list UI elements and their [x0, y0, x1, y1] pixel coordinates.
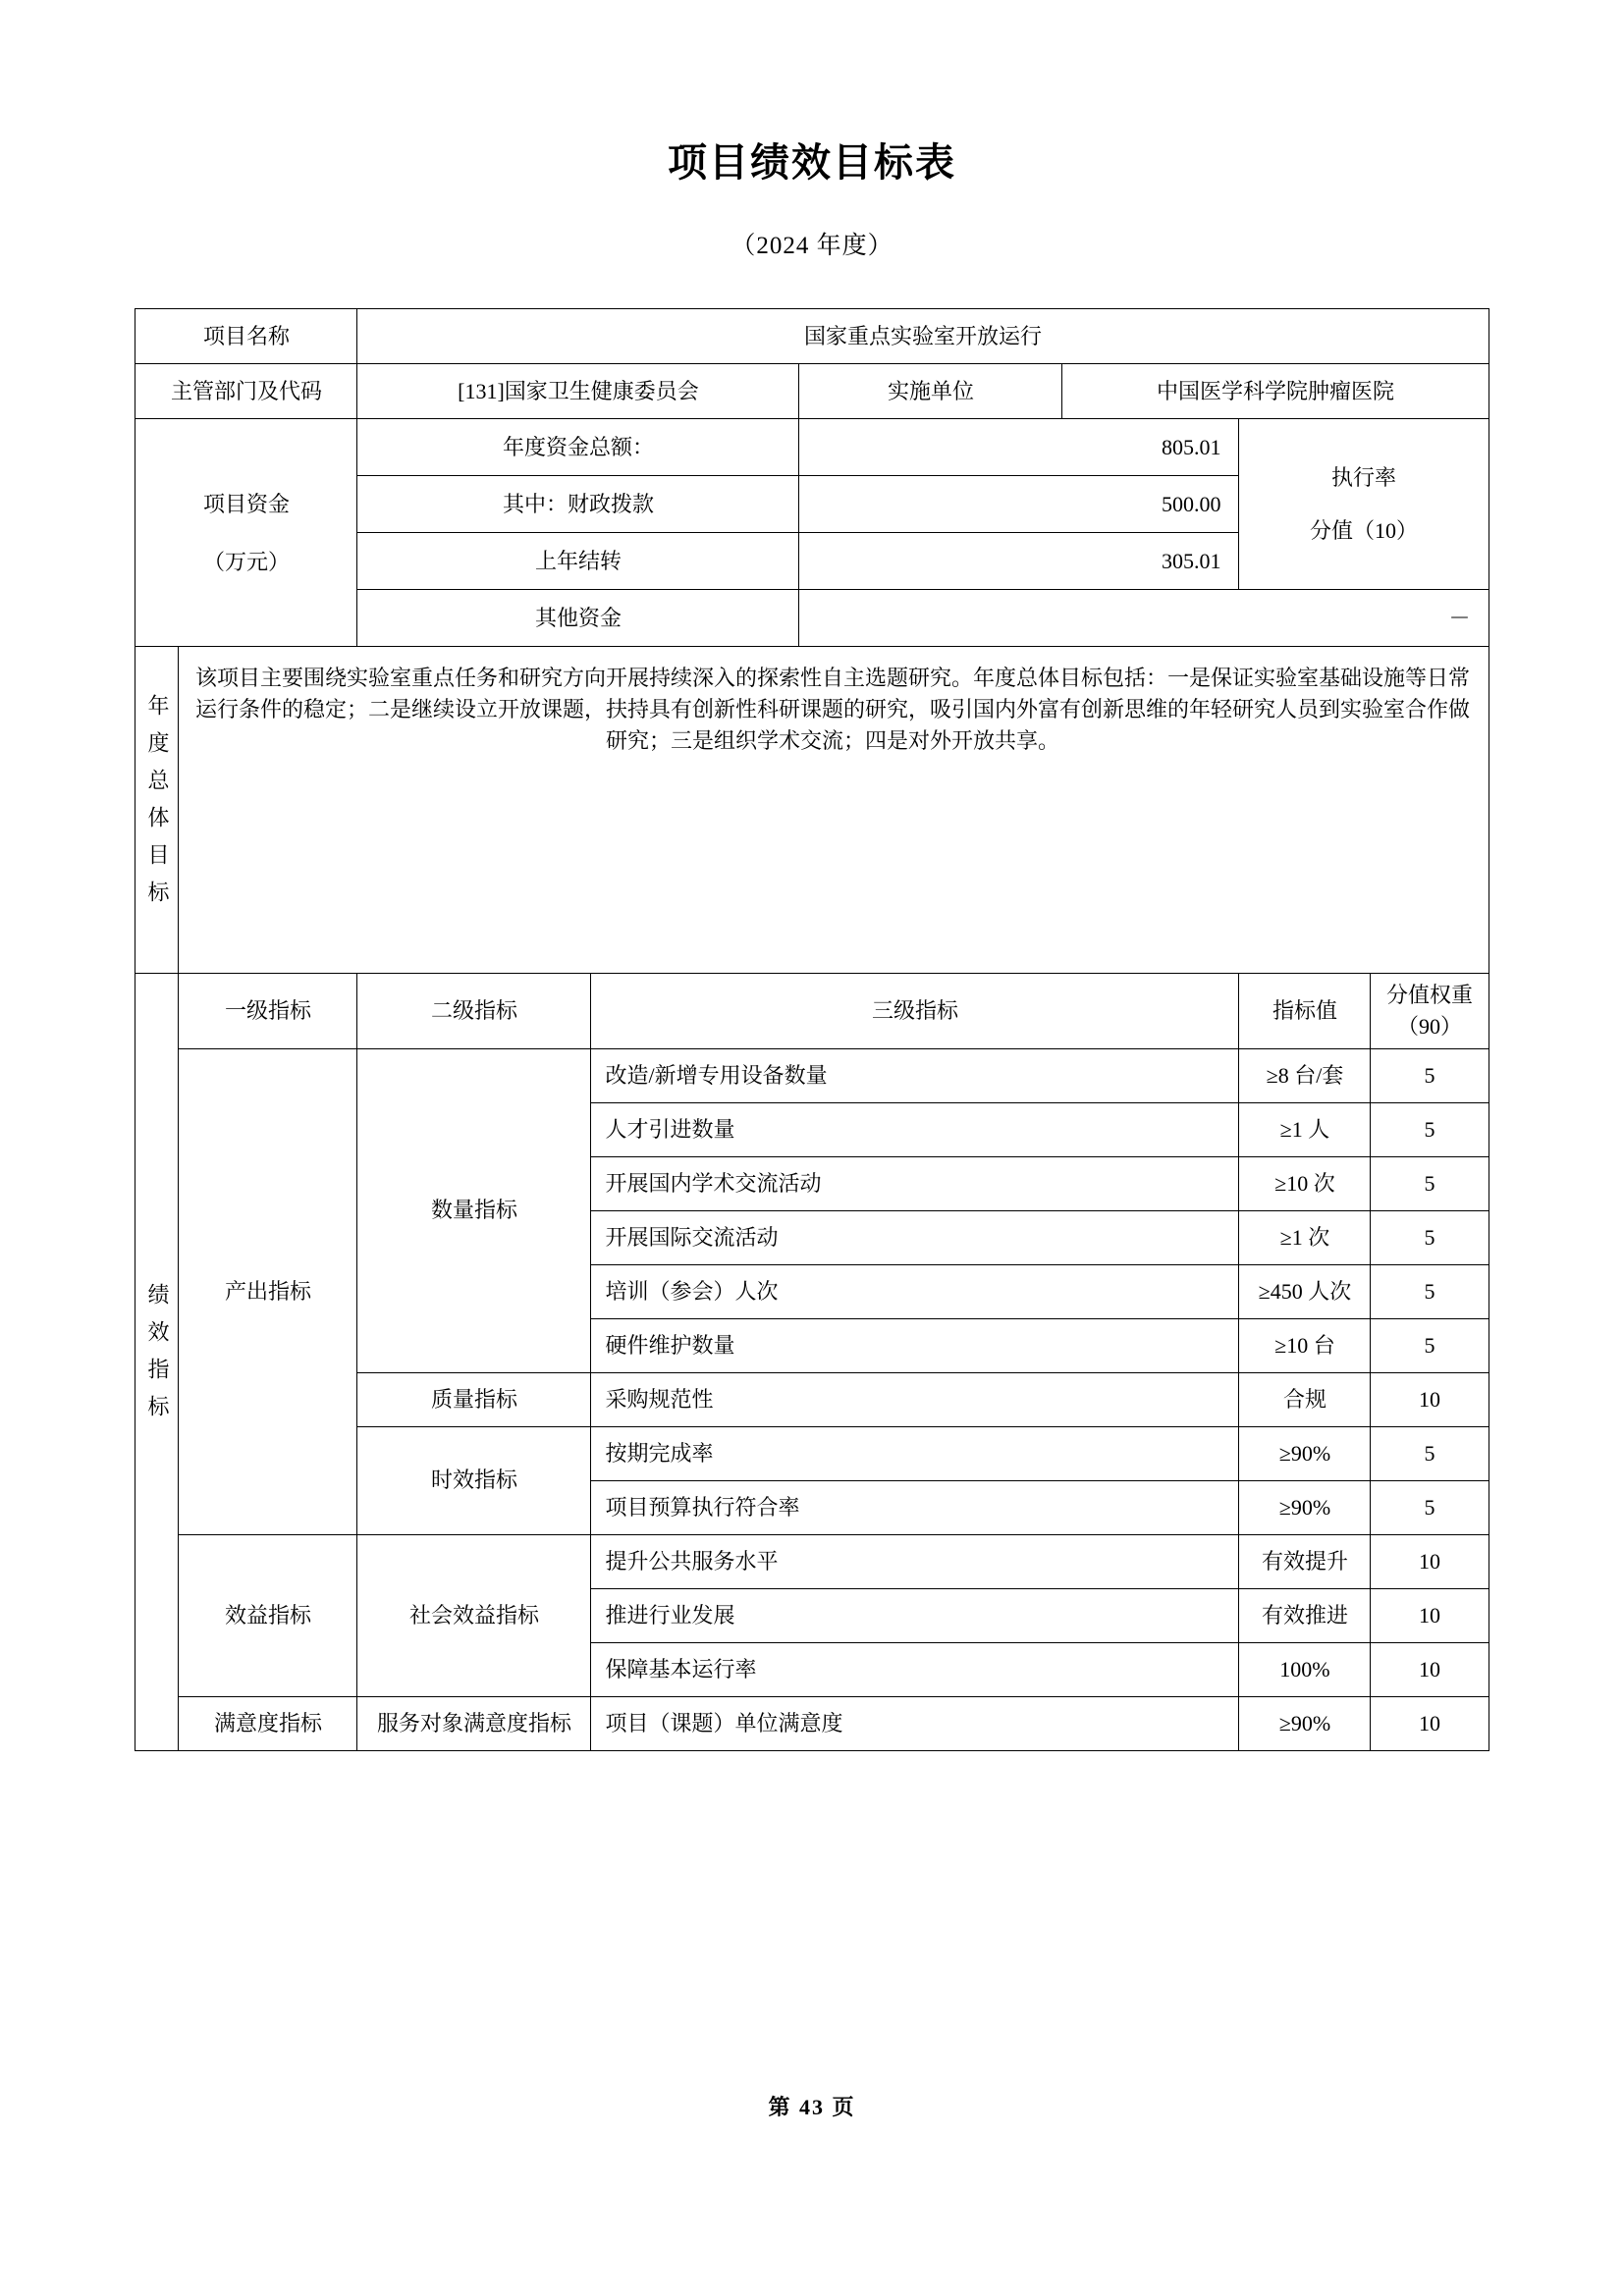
indicator-level3: 提升公共服务水平 — [591, 1534, 1239, 1588]
indicator-level3: 开展国内学术交流活动 — [591, 1156, 1239, 1210]
indicator-level1: 满意度指标 — [179, 1696, 357, 1750]
indicator-weight: 5 — [1371, 1426, 1489, 1480]
indicator-level3: 推进行业发展 — [591, 1588, 1239, 1642]
indicator-weight: 5 — [1371, 1210, 1489, 1264]
funding-row-value: 500.00 — [799, 476, 1239, 533]
performance-goal-table — [135, 308, 1489, 1751]
indicator-level2: 时效指标 — [357, 1426, 591, 1534]
indicator-weight: 5 — [1371, 1102, 1489, 1156]
column-header-weight-line2: （90） — [1397, 1013, 1463, 1039]
indicator-level1: 效益指标 — [179, 1534, 357, 1696]
indicator-level3: 项目预算执行符合率 — [591, 1480, 1239, 1534]
table-row-annual-goal — [135, 647, 1489, 974]
indicator-level3: 按期完成率 — [591, 1426, 1239, 1480]
column-header-value: 指标值 — [1239, 974, 1371, 1049]
indicator-level2: 社会效益指标 — [357, 1534, 591, 1696]
indicator-level3: 改造/新增专用设备数量 — [591, 1048, 1239, 1102]
indicator-value: ≥10 次 — [1239, 1156, 1371, 1210]
funding-row-value: 305.01 — [799, 533, 1239, 590]
funding-row-value: 805.01 — [799, 419, 1239, 476]
indicator-value: 100% — [1239, 1642, 1371, 1696]
indicator-weight: 5 — [1371, 1048, 1489, 1102]
funding-label — [135, 419, 357, 647]
indicator-weight: 10 — [1371, 1642, 1489, 1696]
indicator-weight: 5 — [1371, 1156, 1489, 1210]
indicator-weight: 5 — [1371, 1318, 1489, 1372]
table-row-department — [135, 364, 1489, 419]
funding-row-name: 其中：财政拨款 — [357, 476, 799, 533]
indicator-level3: 硬件维护数量 — [591, 1318, 1239, 1372]
page-title: 项目绩效目标表 — [668, 140, 956, 185]
column-header-weight — [1371, 974, 1489, 1049]
department-value: [131]国家卫生健康委员会 — [357, 364, 799, 419]
funding-label-line2: （万元） — [202, 549, 290, 574]
indicator-level3: 采购规范性 — [591, 1372, 1239, 1426]
indicator-weight: 10 — [1371, 1372, 1489, 1426]
indicator-value: 有效推进 — [1239, 1588, 1371, 1642]
indicator-level3: 开展国际交流活动 — [591, 1210, 1239, 1264]
table-row-indicator-header — [135, 974, 1489, 1049]
indicator-level3: 保障基本运行率 — [591, 1642, 1239, 1696]
column-header-weight-line1: 分值权重 — [1386, 983, 1474, 1007]
indicator-value: 合规 — [1239, 1372, 1371, 1426]
indicator-level3: 项目（课题）单位满意度 — [591, 1696, 1239, 1750]
funding-row-name: 其他资金 — [357, 590, 799, 647]
indicator-level3: 人才引进数量 — [591, 1102, 1239, 1156]
funding-row-name: 上年结转 — [357, 533, 799, 590]
execution-rate-line1: 执行率 — [1331, 464, 1397, 490]
project-name-value: 国家重点实验室开放运行 — [357, 309, 1489, 364]
table-row-project-name — [135, 309, 1489, 364]
annual-goal-vertical-label: 年度总体目标 — [135, 647, 179, 974]
column-header-level3: 三级指标 — [591, 974, 1239, 1049]
indicator-weight: 10 — [1371, 1534, 1489, 1588]
funding-row-name: 年度资金总额： — [357, 419, 799, 476]
indicator-weight: 10 — [1371, 1588, 1489, 1642]
column-header-level2: 二级指标 — [357, 974, 591, 1049]
indicators-vertical-label: 绩效指标 — [135, 974, 179, 1751]
funding-row-value: － — [799, 590, 1489, 647]
indicator-level3: 培训（参会）人次 — [591, 1264, 1239, 1318]
funding-label-line1: 项目资金 — [202, 491, 290, 516]
indicator-value: ≥1 次 — [1239, 1210, 1371, 1264]
indicator-value: ≥450 人次 — [1239, 1264, 1371, 1318]
column-header-level1: 一级指标 — [179, 974, 357, 1049]
execution-rate-label — [1239, 419, 1489, 590]
page-subtitle: （2024 年度） — [731, 233, 893, 259]
table-row — [135, 1534, 1489, 1588]
indicator-level1: 产出指标 — [179, 1048, 357, 1534]
page-footer: 第 43 页 — [768, 2095, 856, 2119]
table-row — [135, 1048, 1489, 1102]
unit-value: 中国医学科学院肿瘤医院 — [1062, 364, 1489, 419]
table-row-funding-total — [135, 419, 1489, 476]
indicator-value: ≥8 台/套 — [1239, 1048, 1371, 1102]
execution-rate-line2: 分值（10） — [1310, 517, 1419, 543]
indicator-level2: 数量指标 — [357, 1048, 591, 1372]
indicator-value: ≥90% — [1239, 1480, 1371, 1534]
indicator-level2: 质量指标 — [357, 1372, 591, 1426]
indicator-level2: 服务对象满意度指标 — [357, 1696, 591, 1750]
table-row — [135, 1696, 1489, 1750]
indicator-weight: 5 — [1371, 1264, 1489, 1318]
indicator-value: ≥90% — [1239, 1426, 1371, 1480]
project-name-label: 项目名称 — [135, 309, 357, 364]
indicator-value: ≥1 人 — [1239, 1102, 1371, 1156]
unit-label: 实施单位 — [799, 364, 1062, 419]
indicator-value: 有效提升 — [1239, 1534, 1371, 1588]
indicator-weight: 10 — [1371, 1696, 1489, 1750]
indicator-value: ≥90% — [1239, 1696, 1371, 1750]
indicator-weight: 5 — [1371, 1480, 1489, 1534]
indicator-value: ≥10 台 — [1239, 1318, 1371, 1372]
department-label: 主管部门及代码 — [135, 364, 357, 419]
annual-goal-text: 该项目主要围绕实验室重点任务和研究方向开展持续深入的探索性自主选题研究。年度总体目标包括：一是保证实验室基础设施等日常运行条件的稳定；二是继续设立开放课题，扶持具有创新性科研课题的研究，吸引国内外富有创新思维的年轻研究人员到实验室合作做研究；三是组织学术交流；四是对外开放共享。 — [179, 647, 1489, 974]
